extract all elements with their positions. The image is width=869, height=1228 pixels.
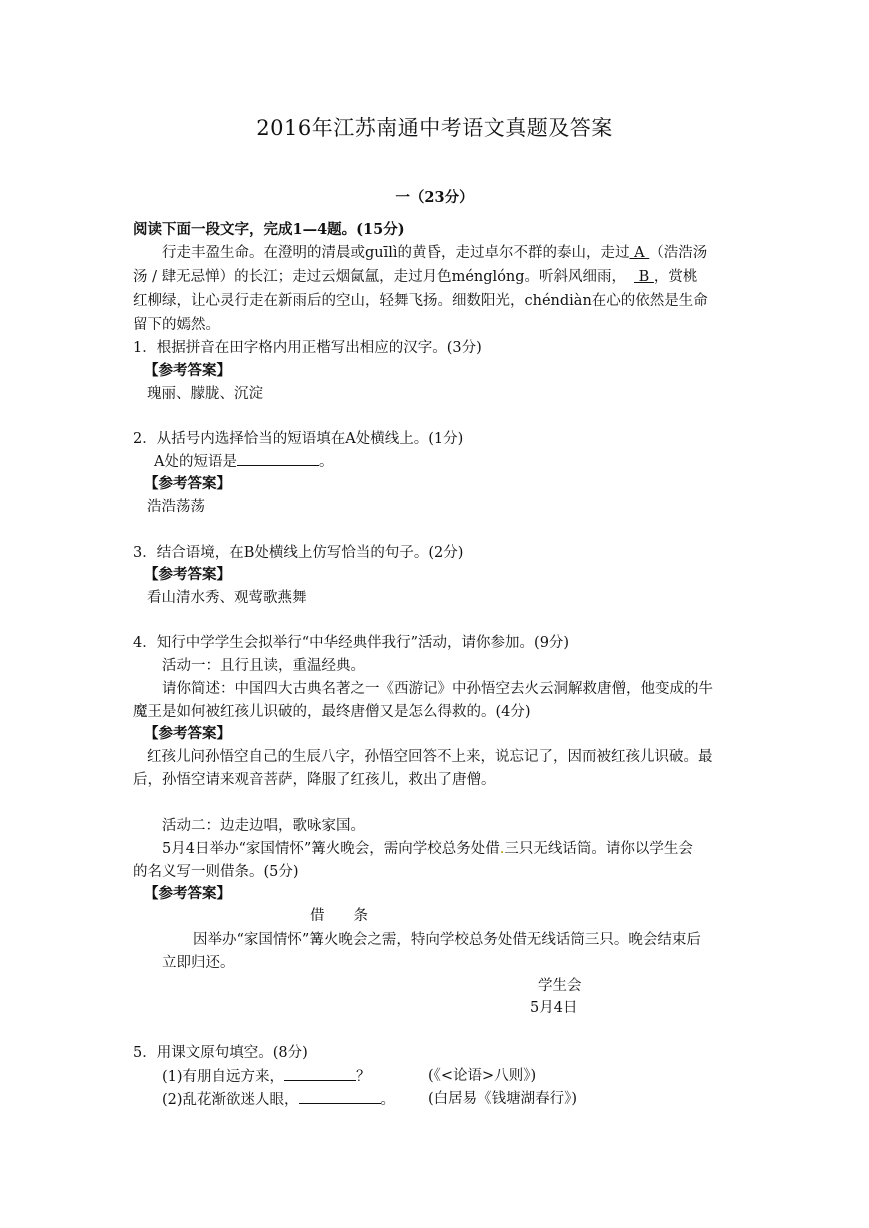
passage-line-1 bbox=[162, 243, 707, 263]
passage-line-3: 红柳绿，让心灵行走在新雨后的空山，轻舞飞扬。细数阳光，chéndiàn在心的依然是生命 bbox=[133, 293, 708, 309]
answer-label: 【参考答案】 bbox=[144, 725, 231, 742]
source-1: (《<论语>八则》) bbox=[428, 1068, 537, 1084]
passage-text: 行走丰盈生命。在澄明的清晨或guīlì的黄昏，走过卓尔不群的泰山，走过 bbox=[162, 245, 630, 261]
answer-blank bbox=[299, 1089, 381, 1104]
prompt-text: 三只无线话筒。请你以学生会 bbox=[504, 841, 693, 857]
punctuation: ？ bbox=[356, 1069, 371, 1085]
question-2-prompt: A处的短语是 bbox=[154, 454, 237, 470]
instructions: 阅读下面一段文字，完成1—4题。(15分) bbox=[133, 221, 405, 238]
note-title: 借 条 bbox=[310, 908, 368, 924]
passage-line-2 bbox=[133, 267, 697, 287]
question-4: 4．知行中学学生会拟举行“中华经典伴我行”活动，请你参加。(9分) bbox=[133, 635, 570, 651]
note-body-line-1: 因举办“家国情怀”篝火晚会之需，特向学校总务处借无线话筒三只。晚会结束后 bbox=[193, 932, 701, 948]
activity-1: 活动一：且行且读，重温经典。 bbox=[162, 658, 365, 674]
question-3: 3．结合语境，在B处横线上仿写恰当的句子。(2分) bbox=[133, 545, 464, 561]
answer-label: 【参考答案】 bbox=[144, 475, 231, 492]
punctuation: 。 bbox=[380, 1092, 396, 1108]
passage-line-4: 留下的嫣然。 bbox=[133, 317, 220, 333]
question-4-prompt-1: 请你简述：中国四大古典名著之一《西游记》中孙悟空去火云洞解救唐僧，他变成的牛 bbox=[162, 681, 713, 697]
prompt-text: 5月4日举办“家国情怀”篝火晚会，需向学校总务处借 bbox=[162, 841, 500, 857]
note-body-line-2: 立即归还。 bbox=[162, 955, 235, 971]
question-2-sub bbox=[154, 451, 333, 472]
note-signature: 学生会 bbox=[538, 978, 582, 994]
question-4-prompt-4: 的名义写一则借条。(5分) bbox=[133, 864, 299, 880]
answer-4a-line-1: 红孩儿问孙悟空自己的生辰八字，孙悟空回答不上来，说忘记了，因而被红孩儿识破。最 bbox=[147, 749, 713, 765]
answer-blank bbox=[284, 1066, 356, 1081]
answer-blank bbox=[237, 451, 319, 466]
source-2: (白居易《钱塘湖春行》) bbox=[428, 1091, 578, 1107]
question-1: 1．根据拼音在田字格内用正楷写出相应的汉字。(3分) bbox=[133, 340, 482, 356]
answer-label: 【参考答案】 bbox=[144, 566, 231, 583]
item-text: (1)有朋自远方来， bbox=[162, 1069, 285, 1085]
answer-3: 看山清水秀、观莺歌燕舞 bbox=[147, 590, 307, 606]
section-heading: 一（23分） bbox=[395, 189, 474, 206]
cursor-mark: . bbox=[499, 841, 505, 857]
activity-2: 活动二：边走边唱，歌咏家国。 bbox=[162, 818, 365, 834]
passage-text: 汤 / 肆无忌惮）的长江；走过云烟氤氲，走过月色ménglóng。听斜风细雨， bbox=[133, 269, 627, 285]
punctuation: 。 bbox=[318, 454, 334, 470]
question-4-prompt-2: 魔王是如何被红孩儿识破的，最终唐僧又是怎么得救的。(4分) bbox=[133, 704, 531, 720]
answer-label: 【参考答案】 bbox=[144, 362, 231, 379]
answer-4a-line-2: 后，孙悟空请来观音菩萨，降服了红孩儿，救出了唐僧。 bbox=[133, 772, 496, 788]
question-2: 2．从括号内选择恰当的短语填在A处横线上。(1分) bbox=[133, 431, 464, 447]
blank-b: B bbox=[634, 269, 654, 285]
passage-text: ，赏桃 bbox=[653, 269, 698, 285]
question-4-prompt-3 bbox=[162, 839, 693, 859]
question-5: 5．用课文原句填空。(8分) bbox=[133, 1045, 308, 1061]
question-5-item-2 bbox=[162, 1089, 395, 1110]
blank-a: A bbox=[629, 245, 650, 261]
item-text: (2)乱花渐欲迷人眼， bbox=[162, 1092, 299, 1108]
note-date: 5月4日 bbox=[530, 1000, 578, 1016]
answer-1: 瑰丽、朦胧、沉淀 bbox=[147, 386, 263, 402]
question-5-item-1 bbox=[162, 1066, 371, 1087]
page-title: 2016年江苏南通中考语文真题及答案 bbox=[256, 116, 613, 140]
passage-text: （浩浩汤 bbox=[649, 245, 708, 261]
answer-2: 浩浩荡荡 bbox=[147, 499, 205, 515]
answer-label: 【参考答案】 bbox=[144, 885, 231, 902]
